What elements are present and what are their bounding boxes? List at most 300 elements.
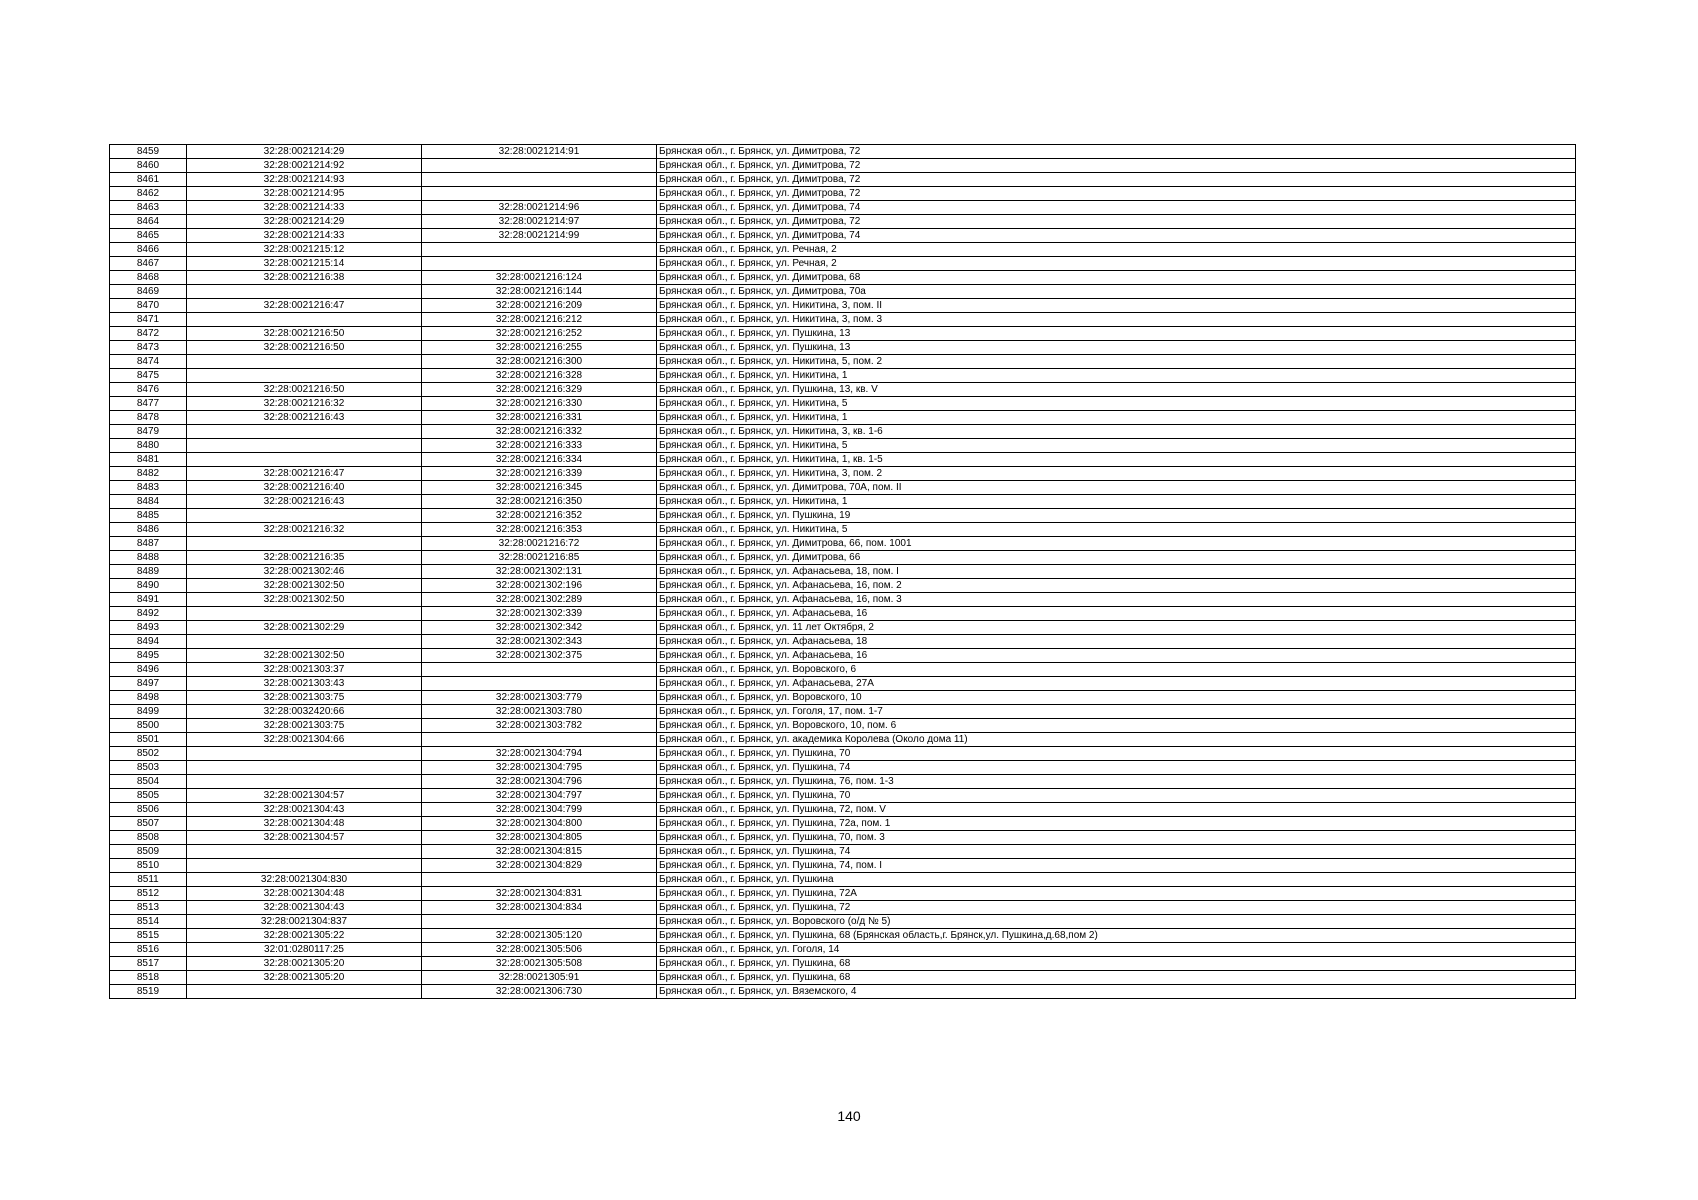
- row-number-cell: 8462: [110, 187, 187, 201]
- table-row: [110, 453, 1576, 467]
- row-number-cell: 8509: [110, 845, 187, 859]
- land-cadastral-number-cell: [187, 369, 422, 383]
- land-cadastral-number-cell: 32:28:0021303:75: [187, 719, 422, 733]
- object-cadastral-number-cell: 32:28:0021216:144: [422, 285, 657, 299]
- table-row: [110, 369, 1576, 383]
- object-cadastral-number-cell: 32:28:0021216:350: [422, 495, 657, 509]
- land-cadastral-number-cell: [187, 453, 422, 467]
- object-cadastral-number-cell: [422, 873, 657, 887]
- object-cadastral-number-cell: 32:28:0021305:120: [422, 929, 657, 943]
- row-number-cell: 8477: [110, 397, 187, 411]
- object-cadastral-number-cell: 32:28:0021303:780: [422, 705, 657, 719]
- object-cadastral-number-cell: [422, 733, 657, 747]
- object-cadastral-number-cell: [422, 243, 657, 257]
- row-number-cell: 8468: [110, 271, 187, 285]
- address-cell: Брянская обл., г. Брянск, ул. Никитина, 5: [657, 523, 1576, 537]
- object-cadastral-number-cell: 32:28:0021302:289: [422, 593, 657, 607]
- table-row: [110, 817, 1576, 831]
- table-row: [110, 327, 1576, 341]
- object-cadastral-number-cell: 32:28:0021304:797: [422, 789, 657, 803]
- object-cadastral-number-cell: 32:28:0021304:815: [422, 845, 657, 859]
- land-cadastral-number-cell: 32:01:0280117:25: [187, 943, 422, 957]
- land-cadastral-number-cell: 32:28:0021216:35: [187, 551, 422, 565]
- row-number-cell: 8475: [110, 369, 187, 383]
- land-cadastral-number-cell: [187, 425, 422, 439]
- address-cell: Брянская обл., г. Брянск, ул. Афанасьева, 18: [657, 635, 1576, 649]
- row-number-cell: 8494: [110, 635, 187, 649]
- object-cadastral-number-cell: 32:28:0021304:799: [422, 803, 657, 817]
- table-row: [110, 215, 1576, 229]
- table-row: [110, 243, 1576, 257]
- land-cadastral-number-cell: [187, 761, 422, 775]
- table-row: [110, 481, 1576, 495]
- land-cadastral-number-cell: 32:28:0021303:75: [187, 691, 422, 705]
- row-number-cell: 8504: [110, 775, 187, 789]
- table-row: [110, 859, 1576, 873]
- table-row: [110, 313, 1576, 327]
- row-number-cell: 8469: [110, 285, 187, 299]
- object-cadastral-number-cell: 32:28:0021216:330: [422, 397, 657, 411]
- table-row: [110, 537, 1576, 551]
- address-cell: Брянская обл., г. Брянск, ул. Никитина, 3, пом. II: [657, 299, 1576, 313]
- address-cell: Брянская обл., г. Брянск, ул. Димитрова, 68: [657, 271, 1576, 285]
- table-row: [110, 957, 1576, 971]
- object-cadastral-number-cell: 32:28:0021216:332: [422, 425, 657, 439]
- row-number-cell: 8486: [110, 523, 187, 537]
- land-cadastral-number-cell: 32:28:0021302:29: [187, 621, 422, 635]
- object-cadastral-number-cell: 32:28:0021216:328: [422, 369, 657, 383]
- land-cadastral-number-cell: 32:28:0021303:37: [187, 663, 422, 677]
- object-cadastral-number-cell: 32:28:0021305:91: [422, 971, 657, 985]
- object-cadastral-number-cell: 32:28:0021304:831: [422, 887, 657, 901]
- table-row: [110, 789, 1576, 803]
- object-cadastral-number-cell: 32:28:0021302:339: [422, 607, 657, 621]
- row-number-cell: 8517: [110, 957, 187, 971]
- address-cell: Брянская обл., г. Брянск, ул. Афанасьева, 18, пом. I: [657, 565, 1576, 579]
- table-row: [110, 607, 1576, 621]
- object-cadastral-number-cell: 32:28:0021302:342: [422, 621, 657, 635]
- object-cadastral-number-cell: [422, 677, 657, 691]
- object-cadastral-number-cell: 32:28:0021304:834: [422, 901, 657, 915]
- register-table: [109, 144, 1576, 999]
- address-cell: Брянская обл., г. Брянск, ул. Димитрова, 70А, пом. II: [657, 481, 1576, 495]
- land-cadastral-number-cell: 32:28:0021214:33: [187, 229, 422, 243]
- land-cadastral-number-cell: 32:28:0021304:43: [187, 901, 422, 915]
- row-number-cell: 8490: [110, 579, 187, 593]
- address-cell: Брянская обл., г. Брянск, ул. Воровского (о/д № 5): [657, 915, 1576, 929]
- land-cadastral-number-cell: [187, 859, 422, 873]
- land-cadastral-number-cell: 32:28:0021214:29: [187, 145, 422, 159]
- row-number-cell: 8474: [110, 355, 187, 369]
- land-cadastral-number-cell: [187, 607, 422, 621]
- row-number-cell: 8505: [110, 789, 187, 803]
- table-row: [110, 145, 1576, 159]
- row-number-cell: 8506: [110, 803, 187, 817]
- address-cell: Брянская обл., г. Брянск, ул. Димитрова, 66: [657, 551, 1576, 565]
- land-cadastral-number-cell: 32:28:0021304:48: [187, 817, 422, 831]
- address-cell: Брянская обл., г. Брянск, ул. Никитина, 3, пом. 2: [657, 467, 1576, 481]
- land-cadastral-number-cell: 32:28:0021216:32: [187, 397, 422, 411]
- land-cadastral-number-cell: 32:28:0032420:66: [187, 705, 422, 719]
- row-number-cell: 8512: [110, 887, 187, 901]
- table-row: [110, 509, 1576, 523]
- object-cadastral-number-cell: 32:28:0021302:131: [422, 565, 657, 579]
- object-cadastral-number-cell: 32:28:0021305:506: [422, 943, 657, 957]
- land-cadastral-number-cell: 32:28:0021216:40: [187, 481, 422, 495]
- address-cell: Брянская обл., г. Брянск, ул. Никитина, 1: [657, 369, 1576, 383]
- table-row: [110, 229, 1576, 243]
- row-number-cell: 8514: [110, 915, 187, 929]
- object-cadastral-number-cell: [422, 915, 657, 929]
- table-row: [110, 915, 1576, 929]
- table-row: [110, 747, 1576, 761]
- land-cadastral-number-cell: 32:28:0021304:57: [187, 789, 422, 803]
- object-cadastral-number-cell: 32:28:0021304:794: [422, 747, 657, 761]
- row-number-cell: 8499: [110, 705, 187, 719]
- object-cadastral-number-cell: 32:28:0021304:829: [422, 859, 657, 873]
- object-cadastral-number-cell: 32:28:0021306:730: [422, 985, 657, 999]
- register-body: [110, 145, 1576, 999]
- address-cell: Брянская обл., г. Брянск, ул. Пушкина: [657, 873, 1576, 887]
- row-number-cell: 8507: [110, 817, 187, 831]
- table-row: [110, 425, 1576, 439]
- object-cadastral-number-cell: 32:28:0021216:329: [422, 383, 657, 397]
- address-cell: Брянская обл., г. Брянск, ул. Димитрова, 72: [657, 215, 1576, 229]
- land-cadastral-number-cell: 32:28:0021216:43: [187, 495, 422, 509]
- address-cell: Брянская обл., г. Брянск, ул. 11 лет Октября, 2: [657, 621, 1576, 635]
- table-row: [110, 383, 1576, 397]
- row-number-cell: 8492: [110, 607, 187, 621]
- row-number-cell: 8510: [110, 859, 187, 873]
- row-number-cell: 8485: [110, 509, 187, 523]
- table-row: [110, 159, 1576, 173]
- object-cadastral-number-cell: 32:28:0021216:334: [422, 453, 657, 467]
- address-cell: Брянская обл., г. Брянск, ул. Пушкина, 19: [657, 509, 1576, 523]
- object-cadastral-number-cell: 32:28:0021214:99: [422, 229, 657, 243]
- land-cadastral-number-cell: 32:28:0021302:50: [187, 579, 422, 593]
- object-cadastral-number-cell: 32:28:0021216:331: [422, 411, 657, 425]
- table-row: [110, 173, 1576, 187]
- address-cell: Брянская обл., г. Брянск, ул. Пушкина, 70: [657, 789, 1576, 803]
- table-row: [110, 593, 1576, 607]
- object-cadastral-number-cell: 32:28:0021216:124: [422, 271, 657, 285]
- table-row: [110, 565, 1576, 579]
- row-number-cell: 8479: [110, 425, 187, 439]
- row-number-cell: 8501: [110, 733, 187, 747]
- land-cadastral-number-cell: 32:28:0021214:93: [187, 173, 422, 187]
- address-cell: Брянская обл., г. Брянск, ул. Димитрова, 74: [657, 229, 1576, 243]
- table-row: [110, 271, 1576, 285]
- address-cell: Брянская обл., г. Брянск, ул. Афанасьева, 16, пом. 3: [657, 593, 1576, 607]
- land-cadastral-number-cell: 32:28:0021216:32: [187, 523, 422, 537]
- row-number-cell: 8493: [110, 621, 187, 635]
- row-number-cell: 8495: [110, 649, 187, 663]
- address-cell: Брянская обл., г. Брянск, ул. Пушкина, 68: [657, 957, 1576, 971]
- address-cell: Брянская обл., г. Брянск, ул. Никитина, 3, пом. 3: [657, 313, 1576, 327]
- object-cadastral-number-cell: 32:28:0021216:252: [422, 327, 657, 341]
- table-row: [110, 831, 1576, 845]
- address-cell: Брянская обл., г. Брянск, ул. Гоголя, 14: [657, 943, 1576, 957]
- object-cadastral-number-cell: 32:28:0021216:85: [422, 551, 657, 565]
- object-cadastral-number-cell: 32:28:0021302:196: [422, 579, 657, 593]
- table-row: [110, 775, 1576, 789]
- object-cadastral-number-cell: 32:28:0021305:508: [422, 957, 657, 971]
- object-cadastral-number-cell: 32:28:0021304:805: [422, 831, 657, 845]
- address-cell: Брянская обл., г. Брянск, ул. Афанасьева, 16: [657, 607, 1576, 621]
- address-cell: Брянская обл., г. Брянск, ул. Вяземского, 4: [657, 985, 1576, 999]
- object-cadastral-number-cell: 32:28:0021214:96: [422, 201, 657, 215]
- table-row: [110, 355, 1576, 369]
- object-cadastral-number-cell: 32:28:0021216:353: [422, 523, 657, 537]
- land-cadastral-number-cell: 32:28:0021215:14: [187, 257, 422, 271]
- row-number-cell: 8464: [110, 215, 187, 229]
- land-cadastral-number-cell: 32:28:0021303:43: [187, 677, 422, 691]
- object-cadastral-number-cell: 32:28:0021216:255: [422, 341, 657, 355]
- row-number-cell: 8484: [110, 495, 187, 509]
- table-row: [110, 845, 1576, 859]
- object-cadastral-number-cell: 32:28:0021216:339: [422, 467, 657, 481]
- row-number-cell: 8466: [110, 243, 187, 257]
- table-row: [110, 397, 1576, 411]
- address-cell: Брянская обл., г. Брянск, ул. Воровского, 10: [657, 691, 1576, 705]
- land-cadastral-number-cell: [187, 509, 422, 523]
- table-row: [110, 929, 1576, 943]
- land-cadastral-number-cell: 32:28:0021216:47: [187, 299, 422, 313]
- address-cell: Брянская обл., г. Брянск, ул. Воровского, 6: [657, 663, 1576, 677]
- object-cadastral-number-cell: 32:28:0021303:779: [422, 691, 657, 705]
- row-number-cell: 8478: [110, 411, 187, 425]
- land-cadastral-number-cell: [187, 635, 422, 649]
- land-cadastral-number-cell: 32:28:0021216:38: [187, 271, 422, 285]
- address-cell: Брянская обл., г. Брянск, ул. Димитрова, 66, пом. 1001: [657, 537, 1576, 551]
- table-row: [110, 691, 1576, 705]
- land-cadastral-number-cell: 32:28:0021304:66: [187, 733, 422, 747]
- land-cadastral-number-cell: 32:28:0021302:50: [187, 593, 422, 607]
- object-cadastral-number-cell: 32:28:0021216:209: [422, 299, 657, 313]
- address-cell: Брянская обл., г. Брянск, ул. Пушкина, 72: [657, 901, 1576, 915]
- land-cadastral-number-cell: 32:28:0021216:50: [187, 341, 422, 355]
- row-number-cell: 8482: [110, 467, 187, 481]
- address-cell: Брянская обл., г. Брянск, ул. Пушкина, 72а, пом. 1: [657, 817, 1576, 831]
- row-number-cell: 8516: [110, 943, 187, 957]
- row-number-cell: 8496: [110, 663, 187, 677]
- land-cadastral-number-cell: 32:28:0021214:92: [187, 159, 422, 173]
- land-cadastral-number-cell: [187, 313, 422, 327]
- table-row: [110, 523, 1576, 537]
- address-cell: Брянская обл., г. Брянск, ул. Никитина, 5, пом. 2: [657, 355, 1576, 369]
- address-cell: Брянская обл., г. Брянск, ул. Никитина, 3, кв. 1-6: [657, 425, 1576, 439]
- land-cadastral-number-cell: 32:28:0021302:50: [187, 649, 422, 663]
- land-cadastral-number-cell: 32:28:0021214:95: [187, 187, 422, 201]
- table-row: [110, 943, 1576, 957]
- object-cadastral-number-cell: 32:28:0021216:212: [422, 313, 657, 327]
- row-number-cell: 8487: [110, 537, 187, 551]
- table-row: [110, 649, 1576, 663]
- address-cell: Брянская обл., г. Брянск, ул. Пушкина, 13, кв. V: [657, 383, 1576, 397]
- land-cadastral-number-cell: 32:28:0021302:46: [187, 565, 422, 579]
- table-row: [110, 579, 1576, 593]
- address-cell: Брянская обл., г. Брянск, ул. Афанасьева, 16, пом. 2: [657, 579, 1576, 593]
- address-cell: Брянская обл., г. Брянск, ул. Речная, 2: [657, 243, 1576, 257]
- land-cadastral-number-cell: 32:28:0021304:830: [187, 873, 422, 887]
- table-row: [110, 439, 1576, 453]
- row-number-cell: 8465: [110, 229, 187, 243]
- land-cadastral-number-cell: [187, 747, 422, 761]
- table-row: [110, 635, 1576, 649]
- land-cadastral-number-cell: [187, 985, 422, 999]
- land-cadastral-number-cell: [187, 355, 422, 369]
- address-cell: Брянская обл., г. Брянск, ул. Пушкина, 74, пом. I: [657, 859, 1576, 873]
- row-number-cell: 8473: [110, 341, 187, 355]
- object-cadastral-number-cell: 32:28:0021304:795: [422, 761, 657, 775]
- address-cell: Брянская обл., г. Брянск, ул. Пушкина, 68: [657, 971, 1576, 985]
- object-cadastral-number-cell: [422, 159, 657, 173]
- table-row: [110, 495, 1576, 509]
- table-row: [110, 551, 1576, 565]
- object-cadastral-number-cell: 32:28:0021304:800: [422, 817, 657, 831]
- row-number-cell: 8519: [110, 985, 187, 999]
- object-cadastral-number-cell: 32:28:0021302:375: [422, 649, 657, 663]
- land-cadastral-number-cell: 32:28:0021305:20: [187, 957, 422, 971]
- land-cadastral-number-cell: 32:28:0021214:33: [187, 201, 422, 215]
- row-number-cell: 8500: [110, 719, 187, 733]
- address-cell: Брянская обл., г. Брянск, ул. Никитина, 5: [657, 439, 1576, 453]
- object-cadastral-number-cell: [422, 173, 657, 187]
- table-row: [110, 705, 1576, 719]
- table-row: [110, 719, 1576, 733]
- address-cell: Брянская обл., г. Брянск, ул. Димитрова, 72: [657, 173, 1576, 187]
- table-row: [110, 257, 1576, 271]
- row-number-cell: 8471: [110, 313, 187, 327]
- land-cadastral-number-cell: [187, 285, 422, 299]
- address-cell: Брянская обл., г. Брянск, ул. Никитина, 1: [657, 495, 1576, 509]
- row-number-cell: 8470: [110, 299, 187, 313]
- address-cell: Брянская обл., г. Брянск, ул. Димитрова, 70а: [657, 285, 1576, 299]
- land-cadastral-number-cell: 32:28:0021305:22: [187, 929, 422, 943]
- land-cadastral-number-cell: 32:28:0021216:50: [187, 327, 422, 341]
- row-number-cell: 8491: [110, 593, 187, 607]
- object-cadastral-number-cell: [422, 187, 657, 201]
- land-cadastral-number-cell: [187, 845, 422, 859]
- table-row: [110, 677, 1576, 691]
- table-row: [110, 621, 1576, 635]
- object-cadastral-number-cell: 32:28:0021214:91: [422, 145, 657, 159]
- row-number-cell: 8515: [110, 929, 187, 943]
- table-row: [110, 803, 1576, 817]
- address-cell: Брянская обл., г. Брянск, ул. Никитина, 5: [657, 397, 1576, 411]
- address-cell: Брянская обл., г. Брянск, ул. Гоголя, 17, пом. 1-7: [657, 705, 1576, 719]
- land-cadastral-number-cell: 32:28:0021216:43: [187, 411, 422, 425]
- object-cadastral-number-cell: 32:28:0021216:333: [422, 439, 657, 453]
- row-number-cell: 8498: [110, 691, 187, 705]
- row-number-cell: 8480: [110, 439, 187, 453]
- land-cadastral-number-cell: 32:28:0021215:12: [187, 243, 422, 257]
- land-cadastral-number-cell: 32:28:0021216:47: [187, 467, 422, 481]
- row-number-cell: 8460: [110, 159, 187, 173]
- object-cadastral-number-cell: 32:28:0021214:97: [422, 215, 657, 229]
- row-number-cell: 8489: [110, 565, 187, 579]
- address-cell: Брянская обл., г. Брянск, ул. Афанасьева, 16: [657, 649, 1576, 663]
- table-row: [110, 901, 1576, 915]
- address-cell: Брянская обл., г. Брянск, ул. Димитрова, 72: [657, 145, 1576, 159]
- address-cell: Брянская обл., г. Брянск, ул. Пушкина, 13: [657, 341, 1576, 355]
- table-row: [110, 733, 1576, 747]
- address-cell: Брянская обл., г. Брянск, ул. Пушкина, 74: [657, 845, 1576, 859]
- land-cadastral-number-cell: 32:28:0021214:29: [187, 215, 422, 229]
- address-cell: Брянская обл., г. Брянск, ул. Никитина, 1, кв. 1-5: [657, 453, 1576, 467]
- address-cell: Брянская обл., г. Брянск, ул. Афанасьева, 27А: [657, 677, 1576, 691]
- table-row: [110, 201, 1576, 215]
- row-number-cell: 8508: [110, 831, 187, 845]
- address-cell: Брянская обл., г. Брянск, ул. Пушкина, 13: [657, 327, 1576, 341]
- address-cell: Брянская обл., г. Брянск, ул. Пушкина, 72А: [657, 887, 1576, 901]
- row-number-cell: 8476: [110, 383, 187, 397]
- page-number: 140: [837, 1108, 861, 1124]
- object-cadastral-number-cell: 32:28:0021303:782: [422, 719, 657, 733]
- land-cadastral-number-cell: 32:28:0021216:50: [187, 383, 422, 397]
- table-row: [110, 761, 1576, 775]
- land-cadastral-number-cell: 32:28:0021304:57: [187, 831, 422, 845]
- table-row: [110, 985, 1576, 999]
- address-cell: Брянская обл., г. Брянск, ул. Пушкина, 70: [657, 747, 1576, 761]
- row-number-cell: 8461: [110, 173, 187, 187]
- table-row: [110, 467, 1576, 481]
- address-cell: Брянская обл., г. Брянск, ул. Пушкина, 70, пом. 3: [657, 831, 1576, 845]
- address-cell: Брянская обл., г. Брянск, ул. Пушкина, 76, пом. 1-3: [657, 775, 1576, 789]
- address-cell: Брянская обл., г. Брянск, ул. академика Королева (Около дома 11): [657, 733, 1576, 747]
- land-cadastral-number-cell: [187, 537, 422, 551]
- row-number-cell: 8463: [110, 201, 187, 215]
- address-cell: Брянская обл., г. Брянск, ул. Воровского, 10, пом. 6: [657, 719, 1576, 733]
- table-row: [110, 971, 1576, 985]
- table-row: [110, 187, 1576, 201]
- row-number-cell: 8502: [110, 747, 187, 761]
- row-number-cell: 8467: [110, 257, 187, 271]
- address-cell: Брянская обл., г. Брянск, ул. Димитрова, 72: [657, 187, 1576, 201]
- object-cadastral-number-cell: 32:28:0021302:343: [422, 635, 657, 649]
- object-cadastral-number-cell: 32:28:0021216:345: [422, 481, 657, 495]
- row-number-cell: 8459: [110, 145, 187, 159]
- address-cell: Брянская обл., г. Брянск, ул. Димитрова, 74: [657, 201, 1576, 215]
- land-cadastral-number-cell: [187, 439, 422, 453]
- object-cadastral-number-cell: 32:28:0021216:72: [422, 537, 657, 551]
- row-number-cell: 8481: [110, 453, 187, 467]
- land-cadastral-number-cell: 32:28:0021304:48: [187, 887, 422, 901]
- row-number-cell: 8497: [110, 677, 187, 691]
- table-row: [110, 285, 1576, 299]
- land-cadastral-number-cell: 32:28:0021304:837: [187, 915, 422, 929]
- address-cell: Брянская обл., г. Брянск, ул. Пушкина, 68 (Брянская область,г. Брянск,ул. Пушкина,д.68,пом 2): [657, 929, 1576, 943]
- table-row: [110, 411, 1576, 425]
- address-cell: Брянская обл., г. Брянск, ул. Пушкина, 72, пом. V: [657, 803, 1576, 817]
- row-number-cell: 8503: [110, 761, 187, 775]
- table-row: [110, 887, 1576, 901]
- land-cadastral-number-cell: 32:28:0021305:20: [187, 971, 422, 985]
- table-row: [110, 299, 1576, 313]
- object-cadastral-number-cell: 32:28:0021216:352: [422, 509, 657, 523]
- object-cadastral-number-cell: [422, 663, 657, 677]
- land-cadastral-number-cell: [187, 775, 422, 789]
- row-number-cell: 8472: [110, 327, 187, 341]
- row-number-cell: 8518: [110, 971, 187, 985]
- row-number-cell: 8483: [110, 481, 187, 495]
- table-row: [110, 341, 1576, 355]
- address-cell: Брянская обл., г. Брянск, ул. Никитина, 1: [657, 411, 1576, 425]
- object-cadastral-number-cell: 32:28:0021304:796: [422, 775, 657, 789]
- row-number-cell: 8513: [110, 901, 187, 915]
- table-row: [110, 663, 1576, 677]
- address-cell: Брянская обл., г. Брянск, ул. Пушкина, 74: [657, 761, 1576, 775]
